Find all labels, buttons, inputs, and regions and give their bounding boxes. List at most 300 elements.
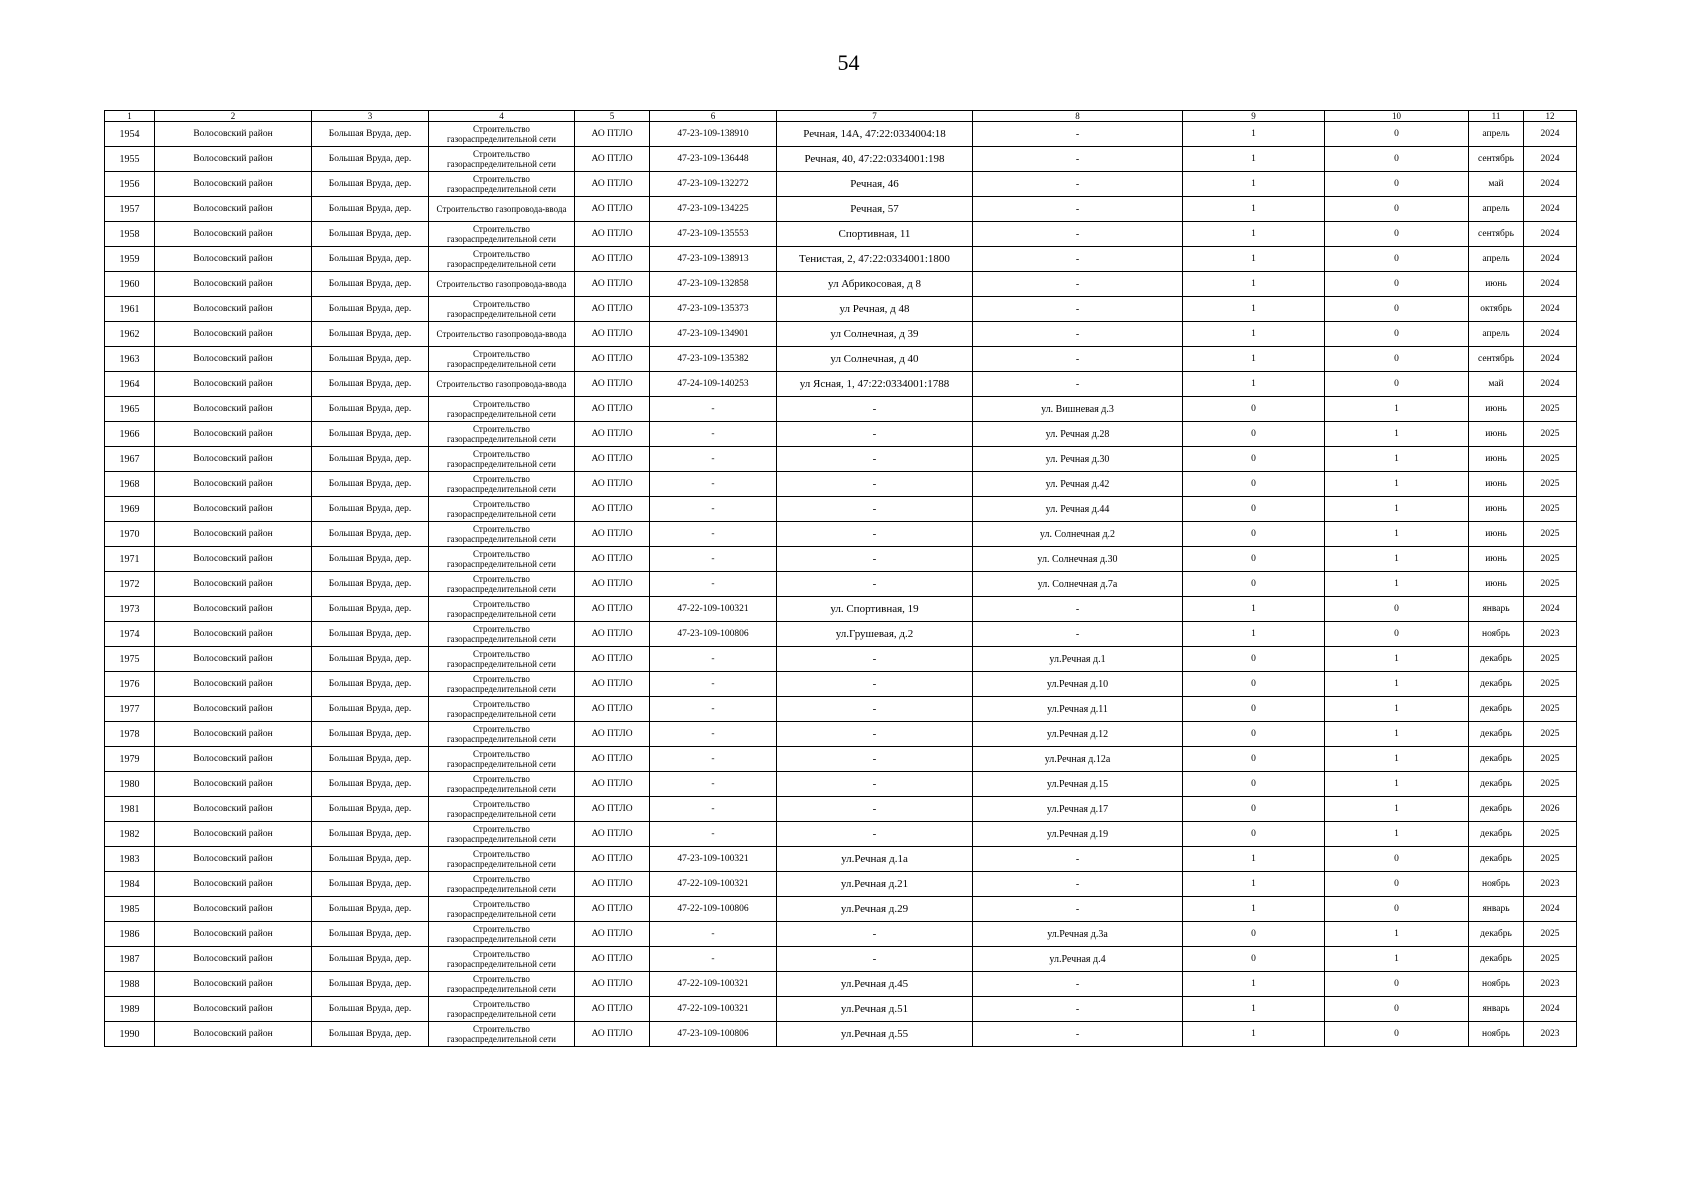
- cell-col-6: 47-23-109-100806: [650, 1022, 777, 1047]
- cell-col-6: -: [650, 797, 777, 822]
- cell-col-11: апрель: [1469, 197, 1524, 222]
- cell-col-9: 1: [1183, 622, 1325, 647]
- cell-col-5: АО ПТЛО: [575, 197, 650, 222]
- table-row: [105, 822, 1577, 847]
- cell-col-10: 1: [1325, 547, 1469, 572]
- cell-col-1: 1974: [105, 622, 155, 647]
- cell-col-5: АО ПТЛО: [575, 472, 650, 497]
- table-row: [105, 697, 1577, 722]
- cell-col-12: 2025: [1524, 547, 1577, 572]
- cell-col-6: 47-23-109-134225: [650, 197, 777, 222]
- cell-col-12: 2023: [1524, 972, 1577, 997]
- cell-col-10: 0: [1325, 847, 1469, 872]
- cell-col-8: -: [973, 172, 1183, 197]
- cell-col-4: Строительство газораспределительной сети: [429, 722, 575, 747]
- cell-col-12: 2025: [1524, 922, 1577, 947]
- cell-col-3: Большая Вруда, дер.: [312, 997, 429, 1022]
- table-row: [105, 147, 1577, 172]
- cell-col-11: декабрь: [1469, 797, 1524, 822]
- cell-col-8: -: [973, 597, 1183, 622]
- cell-col-7: -: [777, 447, 973, 472]
- table-row: [105, 797, 1577, 822]
- cell-col-5: АО ПТЛО: [575, 422, 650, 447]
- cell-col-6: 47-23-109-135373: [650, 297, 777, 322]
- cell-col-5: АО ПТЛО: [575, 647, 650, 672]
- table-row: [105, 972, 1577, 997]
- cell-col-7: Речная, 14А, 47:22:0334004:18: [777, 122, 973, 147]
- cell-col-4: Строительство газораспределительной сети: [429, 397, 575, 422]
- cell-col-8: ул. Речная д.42: [973, 472, 1183, 497]
- cell-col-4: Строительство газораспределительной сети: [429, 447, 575, 472]
- cell-col-2: Волосовский район: [155, 697, 312, 722]
- cell-col-11: декабрь: [1469, 847, 1524, 872]
- cell-col-2: Волосовский район: [155, 897, 312, 922]
- cell-col-8: -: [973, 872, 1183, 897]
- cell-col-10: 1: [1325, 697, 1469, 722]
- cell-col-1: 1959: [105, 247, 155, 272]
- cell-col-10: 1: [1325, 522, 1469, 547]
- cell-col-9: 0: [1183, 772, 1325, 797]
- cell-col-1: 1975: [105, 647, 155, 672]
- cell-col-3: Большая Вруда, дер.: [312, 722, 429, 747]
- cell-col-2: Волосовский район: [155, 247, 312, 272]
- cell-col-12: 2024: [1524, 197, 1577, 222]
- cell-col-1: 1980: [105, 772, 155, 797]
- table-row: [105, 772, 1577, 797]
- column-header-5: 5: [575, 111, 650, 122]
- cell-col-10: 1: [1325, 422, 1469, 447]
- cell-col-11: июнь: [1469, 497, 1524, 522]
- cell-col-11: апрель: [1469, 122, 1524, 147]
- cell-col-1: 1977: [105, 697, 155, 722]
- cell-col-8: ул. Вишневая д.3: [973, 397, 1183, 422]
- cell-col-5: АО ПТЛО: [575, 972, 650, 997]
- table-row: [105, 872, 1577, 897]
- cell-col-8: -: [973, 347, 1183, 372]
- page-number: 54: [837, 50, 860, 75]
- cell-col-2: Волосовский район: [155, 1022, 312, 1047]
- cell-col-6: 47-23-109-135382: [650, 347, 777, 372]
- cell-col-7: ул.Речная д.1а: [777, 847, 973, 872]
- cell-col-1: 1990: [105, 1022, 155, 1047]
- cell-col-5: АО ПТЛО: [575, 947, 650, 972]
- cell-col-7: Тенистая, 2, 47:22:0334001:1800: [777, 247, 973, 272]
- cell-col-4: Строительство газораспределительной сети: [429, 747, 575, 772]
- cell-col-3: Большая Вруда, дер.: [312, 647, 429, 672]
- cell-col-6: -: [650, 747, 777, 772]
- cell-col-10: 1: [1325, 647, 1469, 672]
- cell-col-2: Волосовский район: [155, 547, 312, 572]
- cell-col-6: -: [650, 472, 777, 497]
- cell-col-3: Большая Вруда, дер.: [312, 272, 429, 297]
- cell-col-12: 2025: [1524, 697, 1577, 722]
- cell-col-9: 0: [1183, 697, 1325, 722]
- cell-col-10: 0: [1325, 997, 1469, 1022]
- table-row: [105, 197, 1577, 222]
- table-row: [105, 572, 1577, 597]
- cell-col-2: Волосовский район: [155, 147, 312, 172]
- cell-col-3: Большая Вруда, дер.: [312, 897, 429, 922]
- cell-col-4: Строительство газораспределительной сети: [429, 122, 575, 147]
- cell-col-7: -: [777, 947, 973, 972]
- cell-col-7: ул.Речная д.55: [777, 1022, 973, 1047]
- cell-col-2: Волосовский район: [155, 797, 312, 822]
- cell-col-11: ноябрь: [1469, 1022, 1524, 1047]
- table-row: [105, 397, 1577, 422]
- cell-col-9: 0: [1183, 747, 1325, 772]
- cell-col-11: декабрь: [1469, 672, 1524, 697]
- cell-col-11: декабрь: [1469, 747, 1524, 772]
- cell-col-8: -: [973, 372, 1183, 397]
- table-row: [105, 747, 1577, 772]
- cell-col-7: -: [777, 722, 973, 747]
- cell-col-11: сентябрь: [1469, 222, 1524, 247]
- cell-col-8: -: [973, 847, 1183, 872]
- cell-col-4: Строительство газопровода-ввода: [429, 272, 575, 297]
- cell-col-4: Строительство газораспределительной сети: [429, 247, 575, 272]
- cell-col-7: -: [777, 522, 973, 547]
- column-header-4: 4: [429, 111, 575, 122]
- cell-col-9: 1: [1183, 372, 1325, 397]
- cell-col-7: -: [777, 697, 973, 722]
- cell-col-7: ул.Речная д.29: [777, 897, 973, 922]
- cell-col-12: 2023: [1524, 872, 1577, 897]
- cell-col-8: -: [973, 997, 1183, 1022]
- cell-col-12: 2025: [1524, 847, 1577, 872]
- cell-col-7: ул.Речная д.45: [777, 972, 973, 997]
- cell-col-2: Волосовский район: [155, 122, 312, 147]
- cell-col-10: 0: [1325, 297, 1469, 322]
- cell-col-8: ул. Речная д.30: [973, 447, 1183, 472]
- cell-col-9: 0: [1183, 572, 1325, 597]
- cell-col-9: 0: [1183, 797, 1325, 822]
- cell-col-12: 2025: [1524, 572, 1577, 597]
- cell-col-7: Речная, 57: [777, 197, 973, 222]
- table-row: [105, 672, 1577, 697]
- cell-col-6: 47-23-109-100321: [650, 847, 777, 872]
- cell-col-9: 0: [1183, 672, 1325, 697]
- cell-col-4: Строительство газораспределительной сети: [429, 472, 575, 497]
- cell-col-1: 1983: [105, 847, 155, 872]
- cell-col-7: ул Солнечная, д 40: [777, 347, 973, 372]
- cell-col-5: АО ПТЛО: [575, 572, 650, 597]
- cell-col-5: АО ПТЛО: [575, 397, 650, 422]
- cell-col-5: АО ПТЛО: [575, 872, 650, 897]
- cell-col-5: АО ПТЛО: [575, 797, 650, 822]
- table-row: [105, 472, 1577, 497]
- cell-col-10: 1: [1325, 397, 1469, 422]
- cell-col-10: 0: [1325, 122, 1469, 147]
- cell-col-3: Большая Вруда, дер.: [312, 697, 429, 722]
- cell-col-8: -: [973, 1022, 1183, 1047]
- cell-col-8: ул. Солнечная д.7а: [973, 572, 1183, 597]
- cell-col-8: ул.Речная д.1: [973, 647, 1183, 672]
- cell-col-6: 47-23-109-138913: [650, 247, 777, 272]
- cell-col-2: Волосовский район: [155, 197, 312, 222]
- cell-col-9: 0: [1183, 947, 1325, 972]
- cell-col-2: Волосовский район: [155, 397, 312, 422]
- table-row: [105, 347, 1577, 372]
- cell-col-9: 0: [1183, 397, 1325, 422]
- cell-col-5: АО ПТЛО: [575, 172, 650, 197]
- cell-col-9: 0: [1183, 722, 1325, 747]
- cell-col-9: 1: [1183, 322, 1325, 347]
- cell-col-6: 47-23-109-100806: [650, 622, 777, 647]
- column-header-1: 1: [105, 111, 155, 122]
- table-row: [105, 622, 1577, 647]
- table-row: [105, 272, 1577, 297]
- cell-col-12: 2025: [1524, 772, 1577, 797]
- cell-col-5: АО ПТЛО: [575, 147, 650, 172]
- cell-col-5: АО ПТЛО: [575, 247, 650, 272]
- cell-col-5: АО ПТЛО: [575, 497, 650, 522]
- cell-col-7: -: [777, 572, 973, 597]
- cell-col-2: Волосовский район: [155, 447, 312, 472]
- cell-col-8: -: [973, 322, 1183, 347]
- cell-col-4: Строительство газораспределительной сети: [429, 797, 575, 822]
- table-row: [105, 947, 1577, 972]
- cell-col-4: Строительство газораспределительной сети: [429, 922, 575, 947]
- cell-col-4: Строительство газораспределительной сети: [429, 572, 575, 597]
- cell-col-6: 47-22-109-100321: [650, 872, 777, 897]
- cell-col-4: Строительство газораспределительной сети: [429, 772, 575, 797]
- cell-col-4: Строительство газораспределительной сети: [429, 672, 575, 697]
- cell-col-4: Строительство газораспределительной сети: [429, 947, 575, 972]
- cell-col-2: Волосовский район: [155, 497, 312, 522]
- table-row: [105, 547, 1577, 572]
- cell-col-9: 0: [1183, 647, 1325, 672]
- cell-col-8: -: [973, 147, 1183, 172]
- cell-col-6: -: [650, 547, 777, 572]
- cell-col-3: Большая Вруда, дер.: [312, 147, 429, 172]
- cell-col-3: Большая Вруда, дер.: [312, 1022, 429, 1047]
- cell-col-2: Волосовский район: [155, 622, 312, 647]
- cell-col-11: июнь: [1469, 397, 1524, 422]
- cell-col-10: 0: [1325, 272, 1469, 297]
- cell-col-4: Строительство газораспределительной сети: [429, 147, 575, 172]
- cell-col-3: Большая Вруда, дер.: [312, 847, 429, 872]
- cell-col-1: 1964: [105, 372, 155, 397]
- cell-col-1: 1985: [105, 897, 155, 922]
- cell-col-7: -: [777, 397, 973, 422]
- cell-col-4: Строительство газораспределительной сети: [429, 622, 575, 647]
- cell-col-12: 2025: [1524, 747, 1577, 772]
- cell-col-10: 0: [1325, 147, 1469, 172]
- cell-col-7: ул.Грушевая, д.2: [777, 622, 973, 647]
- cell-col-11: ноябрь: [1469, 972, 1524, 997]
- cell-col-11: декабрь: [1469, 772, 1524, 797]
- table-row: [105, 1022, 1577, 1047]
- cell-col-1: 1958: [105, 222, 155, 247]
- cell-col-9: 1: [1183, 897, 1325, 922]
- cell-col-2: Волосовский район: [155, 947, 312, 972]
- cell-col-6: -: [650, 447, 777, 472]
- cell-col-5: АО ПТЛО: [575, 122, 650, 147]
- cell-col-10: 1: [1325, 472, 1469, 497]
- cell-col-3: Большая Вруда, дер.: [312, 922, 429, 947]
- cell-col-12: 2023: [1524, 1022, 1577, 1047]
- cell-col-5: АО ПТЛО: [575, 372, 650, 397]
- cell-col-12: 2024: [1524, 372, 1577, 397]
- cell-col-4: Строительство газораспределительной сети: [429, 597, 575, 622]
- column-header-12: 12: [1524, 111, 1577, 122]
- cell-col-7: -: [777, 422, 973, 447]
- cell-col-3: Большая Вруда, дер.: [312, 622, 429, 647]
- cell-col-3: Большая Вруда, дер.: [312, 222, 429, 247]
- cell-col-11: январь: [1469, 997, 1524, 1022]
- cell-col-5: АО ПТЛО: [575, 997, 650, 1022]
- cell-col-12: 2024: [1524, 597, 1577, 622]
- table-row: [105, 422, 1577, 447]
- cell-col-9: 1: [1183, 847, 1325, 872]
- cell-col-11: декабрь: [1469, 822, 1524, 847]
- cell-col-4: Строительство газораспределительной сети: [429, 497, 575, 522]
- cell-col-3: Большая Вруда, дер.: [312, 572, 429, 597]
- cell-col-8: ул.Речная д.19: [973, 822, 1183, 847]
- table-row: [105, 172, 1577, 197]
- cell-col-2: Волосовский район: [155, 772, 312, 797]
- cell-col-11: сентябрь: [1469, 147, 1524, 172]
- column-header-9: 9: [1183, 111, 1325, 122]
- column-header-row: [105, 111, 1577, 122]
- cell-col-7: -: [777, 747, 973, 772]
- cell-col-8: ул. Солнечная д.2: [973, 522, 1183, 547]
- cell-col-5: АО ПТЛО: [575, 772, 650, 797]
- cell-col-10: 1: [1325, 722, 1469, 747]
- cell-col-2: Волосовский район: [155, 522, 312, 547]
- cell-col-12: 2025: [1524, 947, 1577, 972]
- cell-col-1: 1961: [105, 297, 155, 322]
- cell-col-2: Волосовский район: [155, 322, 312, 347]
- cell-col-12: 2024: [1524, 247, 1577, 272]
- cell-col-8: ул.Речная д.11: [973, 697, 1183, 722]
- cell-col-6: -: [650, 697, 777, 722]
- cell-col-5: АО ПТЛО: [575, 222, 650, 247]
- cell-col-9: 1: [1183, 597, 1325, 622]
- cell-col-12: 2025: [1524, 522, 1577, 547]
- cell-col-8: -: [973, 197, 1183, 222]
- cell-col-9: 1: [1183, 122, 1325, 147]
- cell-col-5: АО ПТЛО: [575, 672, 650, 697]
- cell-col-2: Волосовский район: [155, 597, 312, 622]
- cell-col-4: Строительство газораспределительной сети: [429, 522, 575, 547]
- cell-col-5: АО ПТЛО: [575, 272, 650, 297]
- cell-col-11: декабрь: [1469, 722, 1524, 747]
- cell-col-5: АО ПТЛО: [575, 1022, 650, 1047]
- cell-col-1: 1954: [105, 122, 155, 147]
- cell-col-12: 2026: [1524, 797, 1577, 822]
- cell-col-5: АО ПТЛО: [575, 447, 650, 472]
- cell-col-2: Волосовский район: [155, 647, 312, 672]
- cell-col-10: 0: [1325, 222, 1469, 247]
- cell-col-11: май: [1469, 372, 1524, 397]
- cell-col-12: 2024: [1524, 222, 1577, 247]
- cell-col-2: Волосовский район: [155, 472, 312, 497]
- cell-col-9: 1: [1183, 347, 1325, 372]
- column-header-6: 6: [650, 111, 777, 122]
- cell-col-11: июнь: [1469, 272, 1524, 297]
- cell-col-10: 0: [1325, 172, 1469, 197]
- cell-col-1: 1968: [105, 472, 155, 497]
- cell-col-9: 1: [1183, 997, 1325, 1022]
- cell-col-12: 2024: [1524, 122, 1577, 147]
- cell-col-11: декабрь: [1469, 922, 1524, 947]
- cell-col-3: Большая Вруда, дер.: [312, 772, 429, 797]
- cell-col-10: 0: [1325, 897, 1469, 922]
- cell-col-9: 1: [1183, 272, 1325, 297]
- cell-col-3: Большая Вруда, дер.: [312, 197, 429, 222]
- cell-col-3: Большая Вруда, дер.: [312, 372, 429, 397]
- cell-col-5: АО ПТЛО: [575, 722, 650, 747]
- cell-col-8: -: [973, 122, 1183, 147]
- cell-col-1: 1965: [105, 397, 155, 422]
- cell-col-3: Большая Вруда, дер.: [312, 122, 429, 147]
- table-row: [105, 122, 1577, 147]
- cell-col-12: 2025: [1524, 647, 1577, 672]
- cell-col-3: Большая Вруда, дер.: [312, 872, 429, 897]
- cell-col-5: АО ПТЛО: [575, 347, 650, 372]
- cell-col-1: 1969: [105, 497, 155, 522]
- cell-col-12: 2025: [1524, 497, 1577, 522]
- data-table: [104, 110, 1577, 1047]
- cell-col-5: АО ПТЛО: [575, 822, 650, 847]
- cell-col-9: 1: [1183, 222, 1325, 247]
- cell-col-3: Большая Вруда, дер.: [312, 347, 429, 372]
- table-row: [105, 997, 1577, 1022]
- table-row: [105, 522, 1577, 547]
- cell-col-10: 1: [1325, 672, 1469, 697]
- cell-col-10: 0: [1325, 372, 1469, 397]
- cell-col-12: 2025: [1524, 672, 1577, 697]
- cell-col-3: Большая Вруда, дер.: [312, 597, 429, 622]
- cell-col-8: -: [973, 247, 1183, 272]
- cell-col-1: 1955: [105, 147, 155, 172]
- cell-col-12: 2025: [1524, 422, 1577, 447]
- column-header-7: 7: [777, 111, 973, 122]
- cell-col-1: 1970: [105, 522, 155, 547]
- cell-col-9: 1: [1183, 972, 1325, 997]
- cell-col-4: Строительство газораспределительной сети: [429, 222, 575, 247]
- cell-col-4: Строительство газораспределительной сети: [429, 847, 575, 872]
- cell-col-2: Волосовский район: [155, 922, 312, 947]
- cell-col-11: апрель: [1469, 322, 1524, 347]
- cell-col-12: 2024: [1524, 172, 1577, 197]
- cell-col-1: 1978: [105, 722, 155, 747]
- cell-col-9: 1: [1183, 1022, 1325, 1047]
- cell-col-8: -: [973, 622, 1183, 647]
- cell-col-7: Спортивная, 11: [777, 222, 973, 247]
- cell-col-2: Волосовский район: [155, 172, 312, 197]
- cell-col-11: ноябрь: [1469, 622, 1524, 647]
- cell-col-1: 1989: [105, 997, 155, 1022]
- cell-col-6: -: [650, 672, 777, 697]
- table-row: [105, 322, 1577, 347]
- table-row: [105, 847, 1577, 872]
- cell-col-12: 2024: [1524, 272, 1577, 297]
- cell-col-9: 0: [1183, 472, 1325, 497]
- cell-col-9: 1: [1183, 197, 1325, 222]
- cell-col-12: 2025: [1524, 822, 1577, 847]
- cell-col-11: май: [1469, 172, 1524, 197]
- cell-col-11: декабрь: [1469, 697, 1524, 722]
- cell-col-3: Большая Вруда, дер.: [312, 547, 429, 572]
- cell-col-9: 0: [1183, 547, 1325, 572]
- cell-col-11: январь: [1469, 597, 1524, 622]
- cell-col-7: -: [777, 472, 973, 497]
- cell-col-10: 1: [1325, 822, 1469, 847]
- cell-col-2: Волосовский район: [155, 722, 312, 747]
- cell-col-7: -: [777, 922, 973, 947]
